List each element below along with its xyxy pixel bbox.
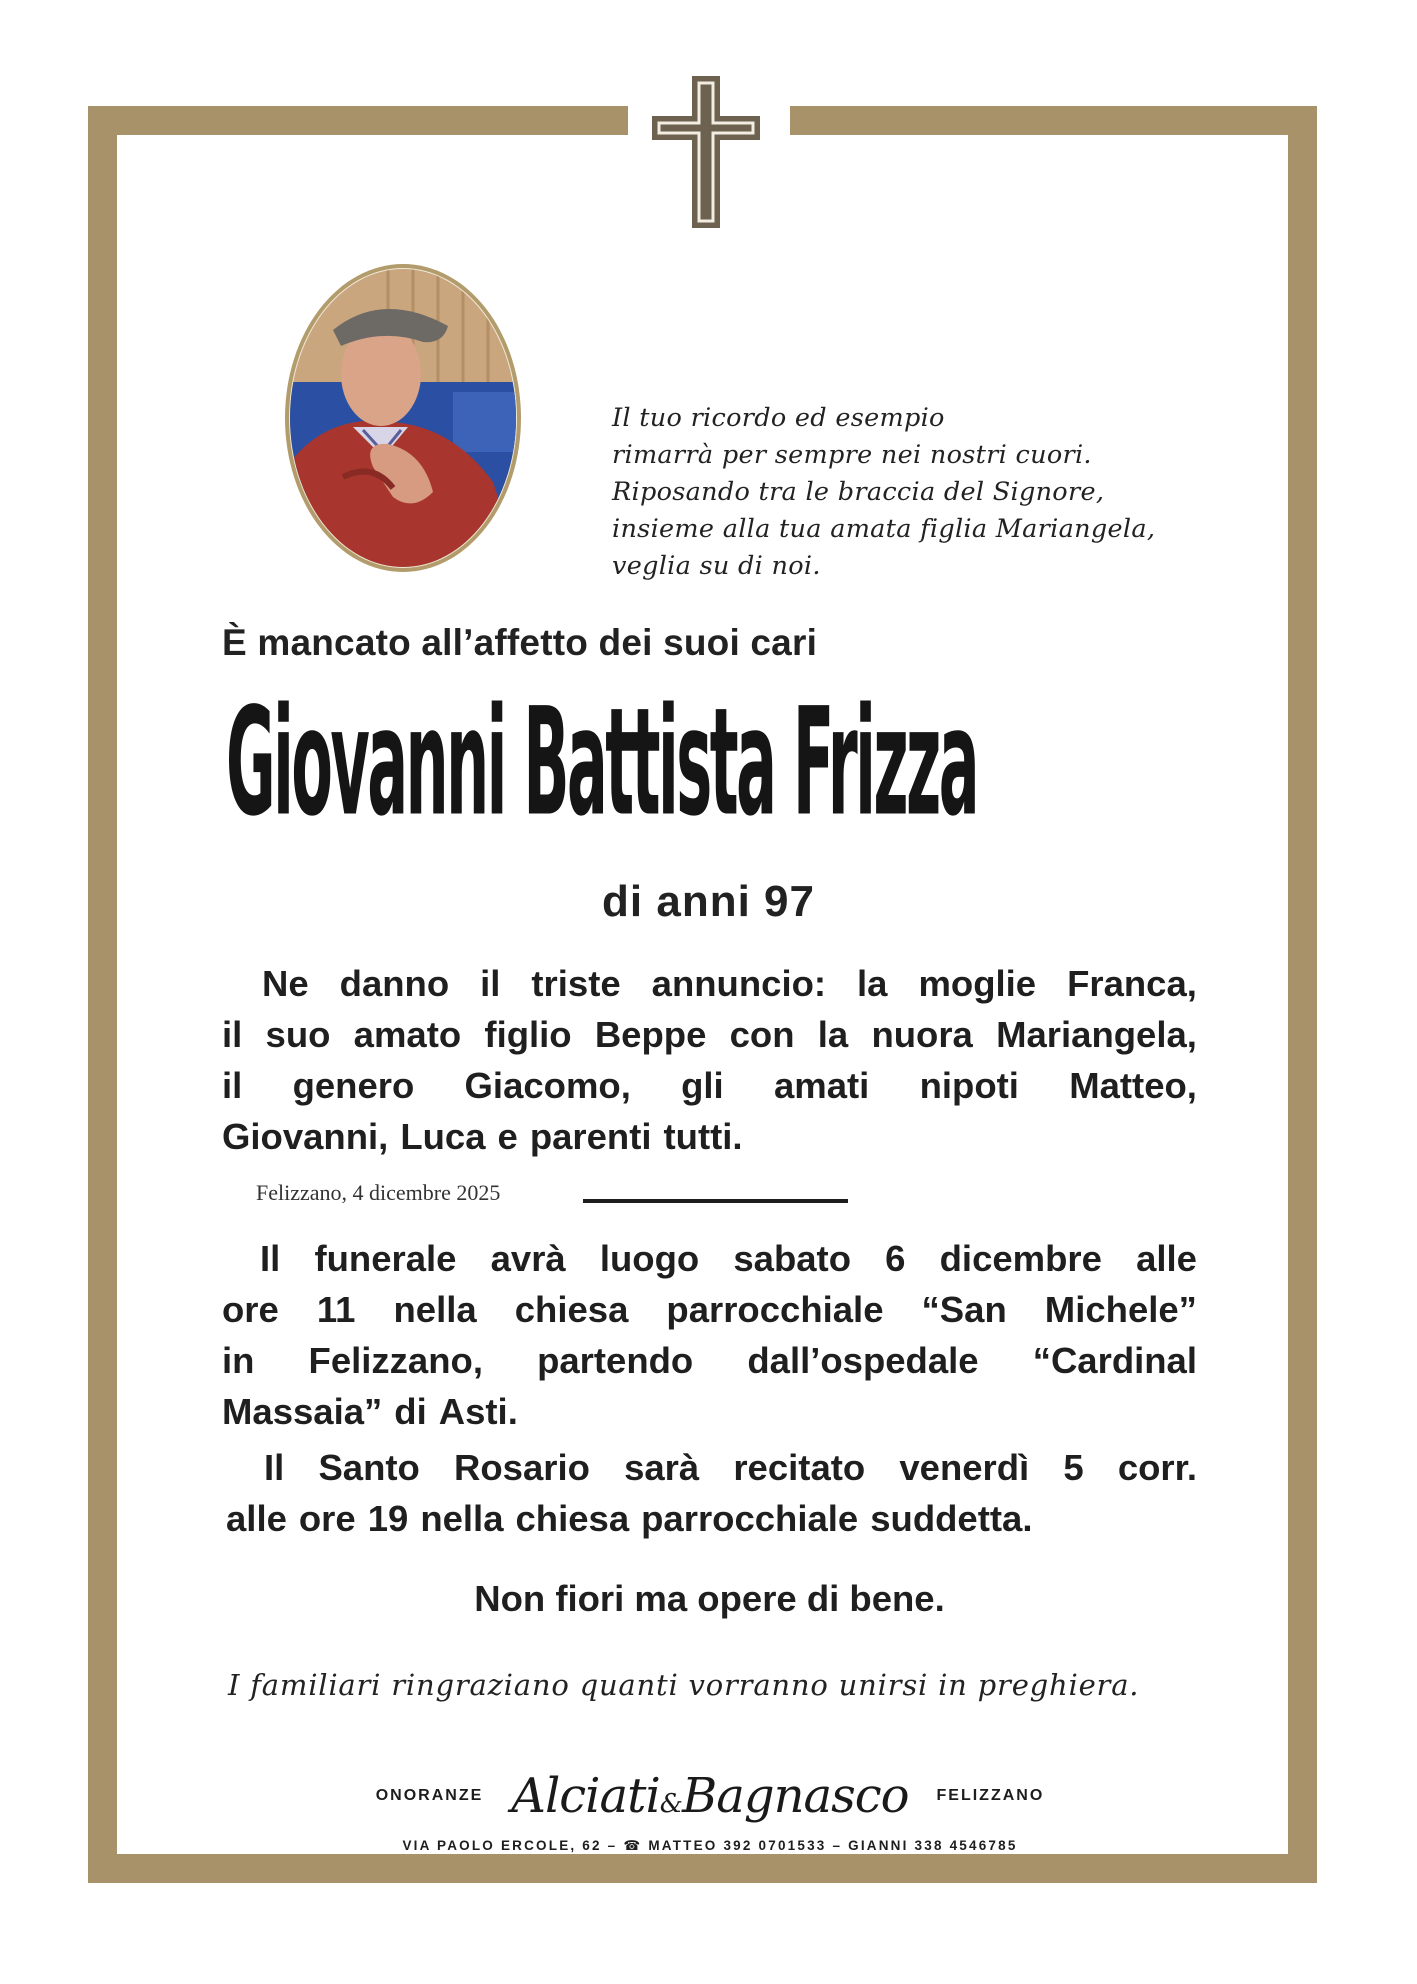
family-notice-line: Ne danno il triste annuncio: la moglie Franca, xyxy=(262,963,1197,1004)
verse-line: Riposando tra le braccia del Signore, xyxy=(612,477,1105,507)
rosary-line: Il Santo Rosario sarà recitato venerdì 5 corr. xyxy=(264,1447,1197,1488)
contact-separator: – xyxy=(832,1838,843,1853)
verse-line: veglia su di noi. xyxy=(612,551,821,581)
funeral-home-address: VIA PAOLO ERCOLE, 62 – xyxy=(402,1838,618,1853)
funeral-home-contacts xyxy=(300,1838,1120,1854)
family-notice-line: il genero Giacomo, gli amati nipoti Matteo, xyxy=(222,1065,1197,1106)
phone-matteo: MATTEO 392 0701533 xyxy=(648,1838,827,1853)
funeral-line: in Felizzano, partendo dall’ospedale “Cardinal xyxy=(222,1340,1197,1381)
divider-rule xyxy=(583,1199,848,1203)
family-thanks: I familiari ringraziano quanti vorranno unirsi in preghiera. xyxy=(228,1668,1140,1702)
funeral-home-logo xyxy=(511,1768,908,1824)
phone-gianni: GIANNI 338 4546785 xyxy=(848,1838,1018,1853)
funeral-home-footer xyxy=(300,1768,1120,1854)
footer-label-right: FELIZZANO xyxy=(936,1787,1045,1804)
deceased-age: di anni 97 xyxy=(602,877,815,926)
place-date: Felizzano, 4 dicembre 2025 xyxy=(256,1180,501,1205)
brand-name-a: Alciati xyxy=(511,1768,660,1824)
announcement-intro: È mancato all’affetto dei suoi cari xyxy=(222,622,818,663)
funeral-line: Il funerale avrà luogo sabato 6 dicembre alle xyxy=(260,1238,1197,1279)
deceased-name: Giovanni Battista Frizza xyxy=(226,675,978,850)
verse-line: Il tuo ricordo ed esempio xyxy=(612,403,945,433)
footer-label-left: ONORANZE xyxy=(375,1787,484,1804)
verse-line: rimarrà per sempre nei nostri cuori. xyxy=(612,440,1092,470)
cross-icon xyxy=(648,72,764,232)
rosary-details xyxy=(222,1442,1197,1544)
family-notice-line: il suo amato figlio Beppe con la nuora Mariangela, xyxy=(222,1014,1197,1055)
verse-line: insieme alla tua amata figlia Mariangela, xyxy=(612,514,1156,544)
brand-name-b: Bagnasco xyxy=(681,1768,909,1824)
no-flowers-text: Non fiori ma opere di bene. xyxy=(474,1578,945,1619)
family-notice xyxy=(222,958,1197,1162)
memorial-verse xyxy=(612,400,1232,585)
family-notice-line: Giovanni, Luca e parenti tutti. xyxy=(222,1116,743,1157)
funeral-line: ore 11 nella chiesa parrocchiale “San Michele” xyxy=(222,1289,1197,1330)
funeral-line: Massaia” di Asti. xyxy=(222,1391,518,1432)
rosary-line: alle ore 19 nella chiesa parrocchiale suddetta. xyxy=(226,1498,1033,1539)
no-flowers-note xyxy=(222,1573,1197,1624)
brand-ampersand: & xyxy=(659,1789,682,1819)
phone-icon: ☎ xyxy=(623,1838,643,1853)
deceased-portrait xyxy=(283,262,523,574)
funeral-details xyxy=(222,1233,1197,1437)
